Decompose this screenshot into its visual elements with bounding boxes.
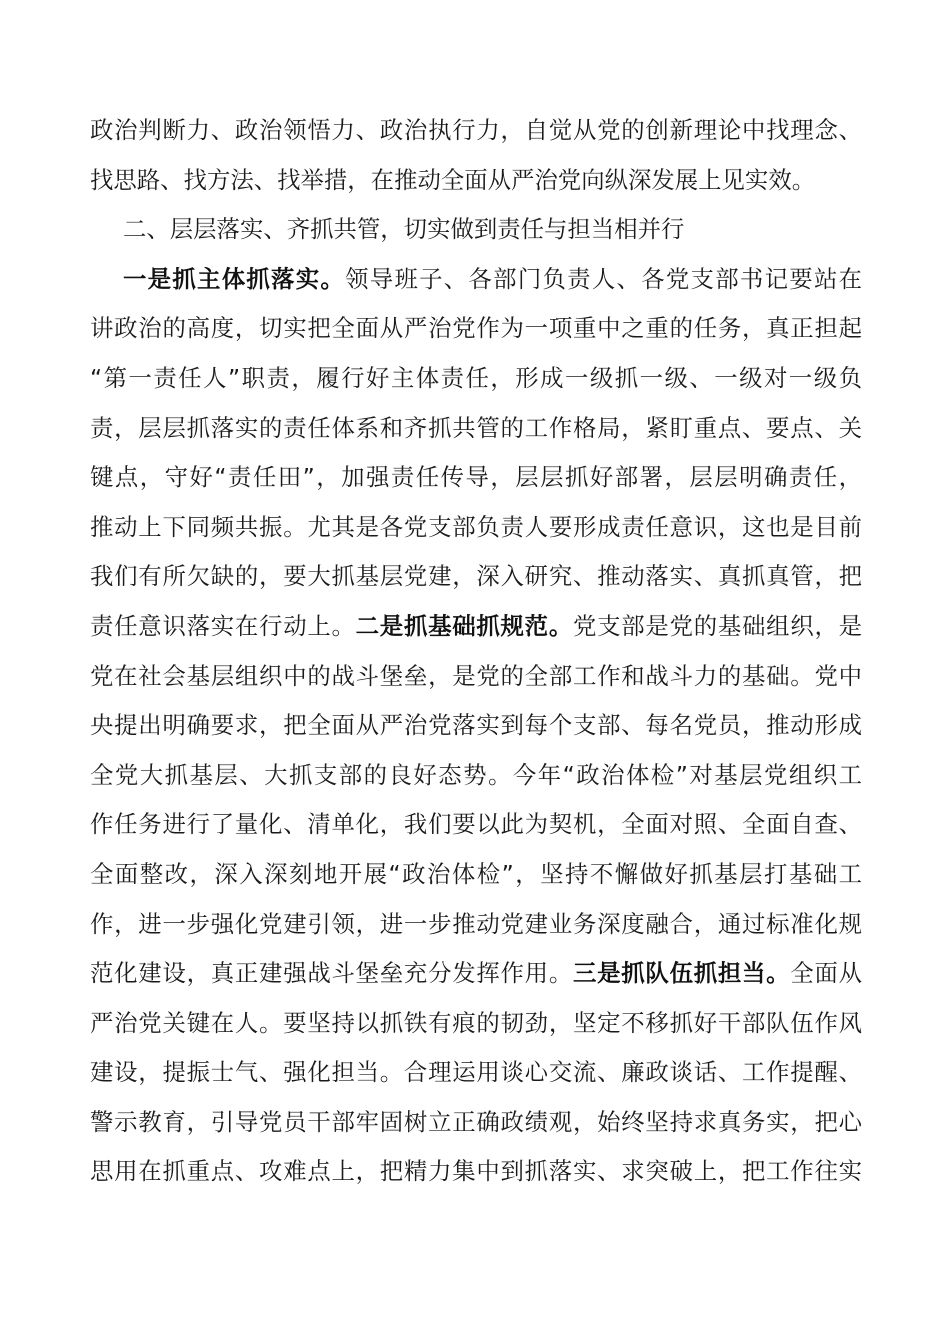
text-line xyxy=(90,949,862,999)
text-span: 键点，守好“责任田”，加强责任传导，层层抓好部署，层层明确责任， xyxy=(90,463,862,492)
text-line xyxy=(90,255,862,305)
text-line xyxy=(90,900,862,950)
text-span: 作，进一步强化党建引领，进一步推动党建业务深度融合，通过标准化规 xyxy=(90,909,862,938)
text-line xyxy=(90,652,862,702)
bold-lead-text: 一是抓主体抓落实。 xyxy=(123,264,346,293)
text-line xyxy=(90,850,862,900)
text-line xyxy=(90,751,862,801)
text-span: 全面整改，深入深刻地开展“政治体检”，坚持不懈做好抓基层打基础工 xyxy=(90,859,862,888)
text-span: “第一责任人”职责，履行好主体责任，形成一级抓一级、一级对一级负 xyxy=(90,363,862,392)
text-span: 思用在抓重点、攻难点上，把精力集中到抓落实、求突破上，把工作往实 xyxy=(90,1157,862,1186)
text-line xyxy=(90,453,862,503)
text-line xyxy=(90,1147,862,1197)
text-line xyxy=(90,106,862,156)
text-line xyxy=(90,1048,862,1098)
bold-lead-text: 二是抓基础抓规范。 xyxy=(355,611,573,640)
document-body xyxy=(90,106,862,1197)
text-span: 责任意识落实在行动上。 xyxy=(90,611,356,640)
text-span: 我们有所欠缺的，要大抓基层党建，深入研究、推动落实、真抓真管，把 xyxy=(90,562,862,591)
text-span: 党在社会基层组织中的战斗堡垒，是党的全部工作和战斗力的基础。党中 xyxy=(90,661,862,690)
text-span: 全面从 xyxy=(790,959,862,988)
text-span: 领导班子、各部门负责人、各党支部书记要站在 xyxy=(345,264,862,293)
text-span: 严治党关键在人。要坚持以抓铁有痕的韧劲，坚定不移抓好干部队伍作风 xyxy=(90,1008,862,1037)
section-heading-text: 二、层层落实、齐抓共管，切实做到责任与担当相并行 xyxy=(123,215,685,244)
text-span: 党支部是党的基础组织，是 xyxy=(572,611,862,640)
text-line xyxy=(90,701,862,751)
text-span: 警示教育，引导党员干部牢固树立正确政绩观，始终坚持求真务实，把心 xyxy=(90,1107,862,1136)
text-span: 推动上下同频共振。尤其是各党支部负责人要形成责任意识，这也是目前 xyxy=(90,512,862,541)
text-line xyxy=(90,999,862,1049)
text-line xyxy=(90,354,862,404)
section-heading xyxy=(90,205,862,255)
text-line xyxy=(90,156,862,206)
text-span: 政治判断力、政治领悟力、政治执行力，自觉从党的创新理论中找理念、 xyxy=(90,116,862,144)
text-span: 找思路、找方法、找举措，在推动全面从严治党向纵深发展上见实效。 xyxy=(90,165,816,194)
text-span: 央提出明确要求，把全面从严治党落实到每个支部、每名党员，推动形成 xyxy=(90,711,862,740)
text-line xyxy=(90,552,862,602)
text-span: 责，层层抓落实的责任体系和齐抓共管的工作格局，紧盯重点、要点、关 xyxy=(90,413,862,442)
text-line xyxy=(90,503,862,553)
text-line xyxy=(90,404,862,454)
text-span: 全党大抓基层、大抓支部的良好态势。今年“政治体检”对基层党组织工 xyxy=(90,760,862,789)
text-span: 范化建设，真正建强战斗堡垒充分发挥作用。 xyxy=(90,959,573,988)
text-line xyxy=(90,800,862,850)
text-span: 讲政治的高度，切实把全面从严治党作为一项重中之重的任务，真正担起 xyxy=(90,314,862,343)
bold-lead-text: 三是抓队伍抓担当。 xyxy=(572,959,791,988)
text-line xyxy=(90,602,862,652)
text-span: 建设，提振士气、强化担当。合理运用谈心交流、廉政谈话、工作提醒、 xyxy=(90,1058,862,1087)
text-span: 作任务进行了量化、清单化，我们要以此为契机，全面对照、全面自查、 xyxy=(90,810,862,839)
text-line xyxy=(90,304,862,354)
text-line xyxy=(90,1098,862,1148)
